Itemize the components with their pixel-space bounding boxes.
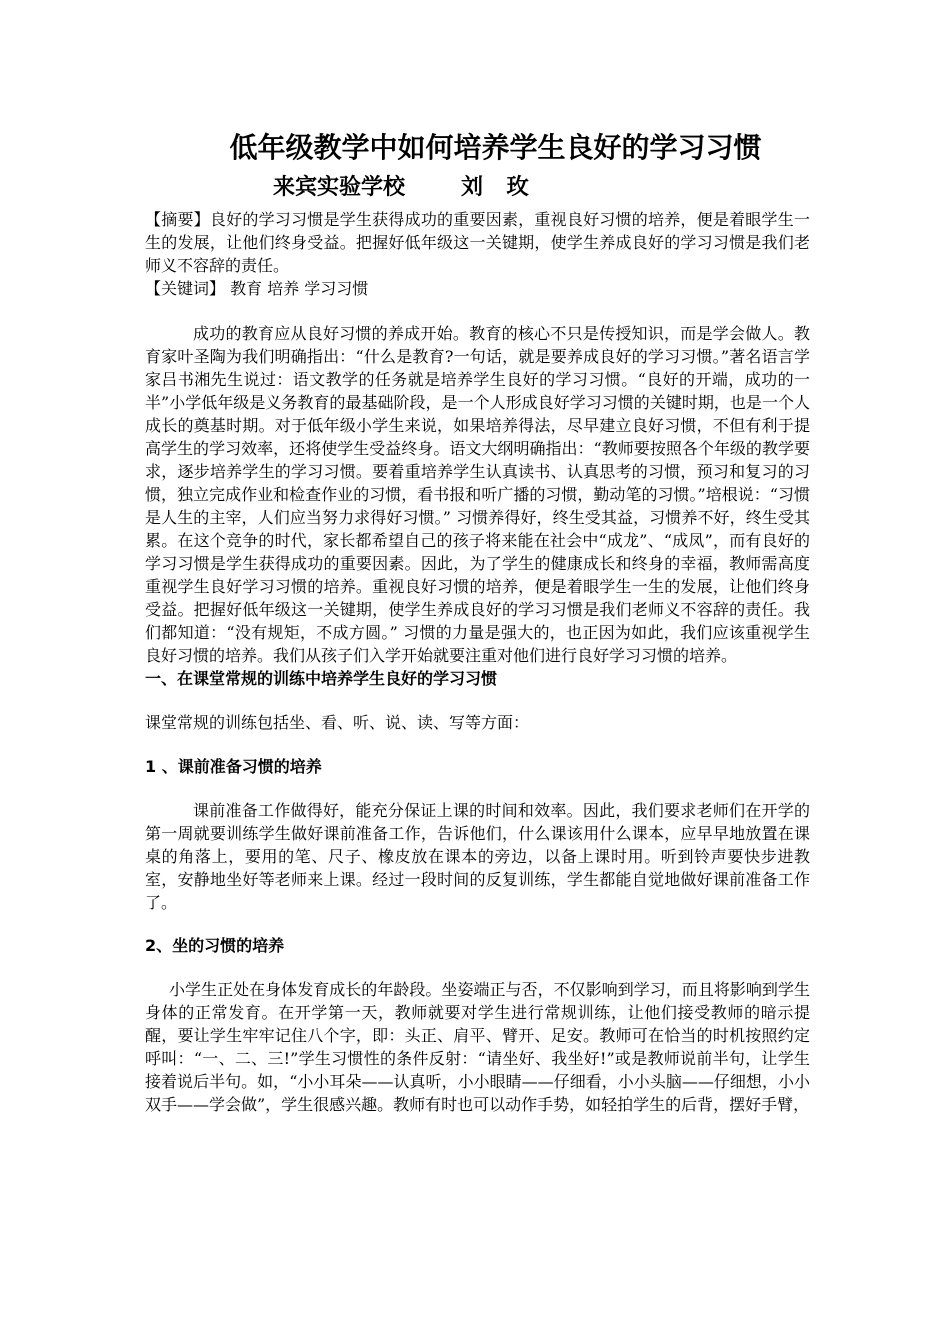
- document-page: [145, 128, 810, 1116]
- subsection-heading: 2、坐的习惯的培养: [145, 936, 285, 955]
- author-name: 刘 玫: [461, 174, 537, 200]
- school-name: 来宾实验学校: [273, 174, 406, 200]
- subsection-heading: 1 、课前准备习惯的培养: [145, 757, 322, 776]
- body-paragraph: 小学生正处在身体发育成长的年龄段。坐姿端正与否，不仅影响到学习，而且将影响到学生身体的正常发育。在开学第一天，教师就要对学生进行常规训练，让他们接受教师的暗示提醒，要让学生牢牢记住八个字，即：头正、肩平、臂开、足安。教师可在恰当的时机按照约定呼叫：“一、二、三!”学生习惯性的条件反射：“请坐好、我坐好!”或是教师说前半句，让学生接着说后半句。如，“小小耳朵——认真听，小小眼睛——仔细看，小小头脑——仔细想，小小双手——学会做”，学生很感兴趣。教师有时也可以动作手势，如轻拍学生的后背，摆好手臂，: [145, 980, 810, 1114]
- section-heading: 一、在课堂常规的训练中培养学生良好的学习习惯: [145, 669, 498, 688]
- keywords: 【关键词】 教育 培养 学习习惯: [145, 279, 369, 298]
- intro-paragraph: 成功的教育应从良好习惯的养成开始。教育的核心不只是传授知识，而是学会做人。教育家叶圣陶为我们明确指出：“什么是教育?一句话，就是要养成良好的学习习惯。”著名语言学家吕书湘先生说过：语文教学的任务就是培养学生良好的学习习惯。“良好的开端，成功的一半”小学低年级是义务教育的最基础阶段，是一个人形成良好学习习惯的关键时期，也是一个人成长的奠基时期。对于低年级小学生来说，如果培养得法，尽早建立良好习惯，不但有利于提高学生的学习效率，还将使学生受益终身。语文大纲明确指出：“教师要按照各个年级的教学要求，逐步培养学生的学习习惯。要着重培养学生认真读书、认真思考的习惯，预习和复习的习惯，独立完成作业和检查作业的习惯，看书报和听广播的习惯，勤动笔的习惯。”培根说：“习惯是人生的主宰，人们应当努力求得好习惯。” 习惯养得好，终生受其益，习惯养不好，终生受其累。在这个竞争的时代，家长都希望自己的孩子将来能在社会中“成龙”、“成凤”，而有良好的学习习惯是学生获得成功的重要因素。因此，为了学生的健康成长和终身的幸福，教师需高度重视学生良好学习习惯的培养。重视良好习惯的培养，便是着眼学生一生的发展，让他们终身受益。把握好低年级这一关键期，使学生养成良好的学习习惯是我们老师义不容辞的责任。我们都知道：“没有规矩，不成方圆。” 习惯的力量是强大的，也正因为如此，我们应该重视学生良好习惯的培养。我们从孩子们入学开始就要注重对他们进行良好学习习惯的培养。: [145, 324, 810, 665]
- section-intro: 课堂常规的训练包括坐、看、听、说、读、写等方面：: [145, 713, 530, 732]
- byline: [273, 170, 810, 204]
- abstract: 【摘要】良好的学习习惯是学生获得成功的重要因素，重视良好习惯的培养，便是着眼学生一生的发展，让他们终身受益。把握好低年级这一关键期，使学生养成良好的学习习惯是我们老师义不容辞的责任。: [145, 210, 810, 275]
- document-title: 低年级教学中如何培养学生良好的学习习惯: [229, 131, 762, 164]
- body-paragraph: 课前准备工作做得好，能充分保证上课的时间和效率。因此，我们要求老师们在开学的第一周就要训练学生做好课前准备工作，告诉他们，什么课该用什么课本，应早早地放置在课桌的角落上，要用的笔、尺子、橡皮放在课本的旁边，以备上课时用。听到铃声要快步进教室，安静地坐好等老师来上课。经过一段时间的反复训练，学生都能自觉地做好课前准备工作了。: [145, 801, 810, 912]
